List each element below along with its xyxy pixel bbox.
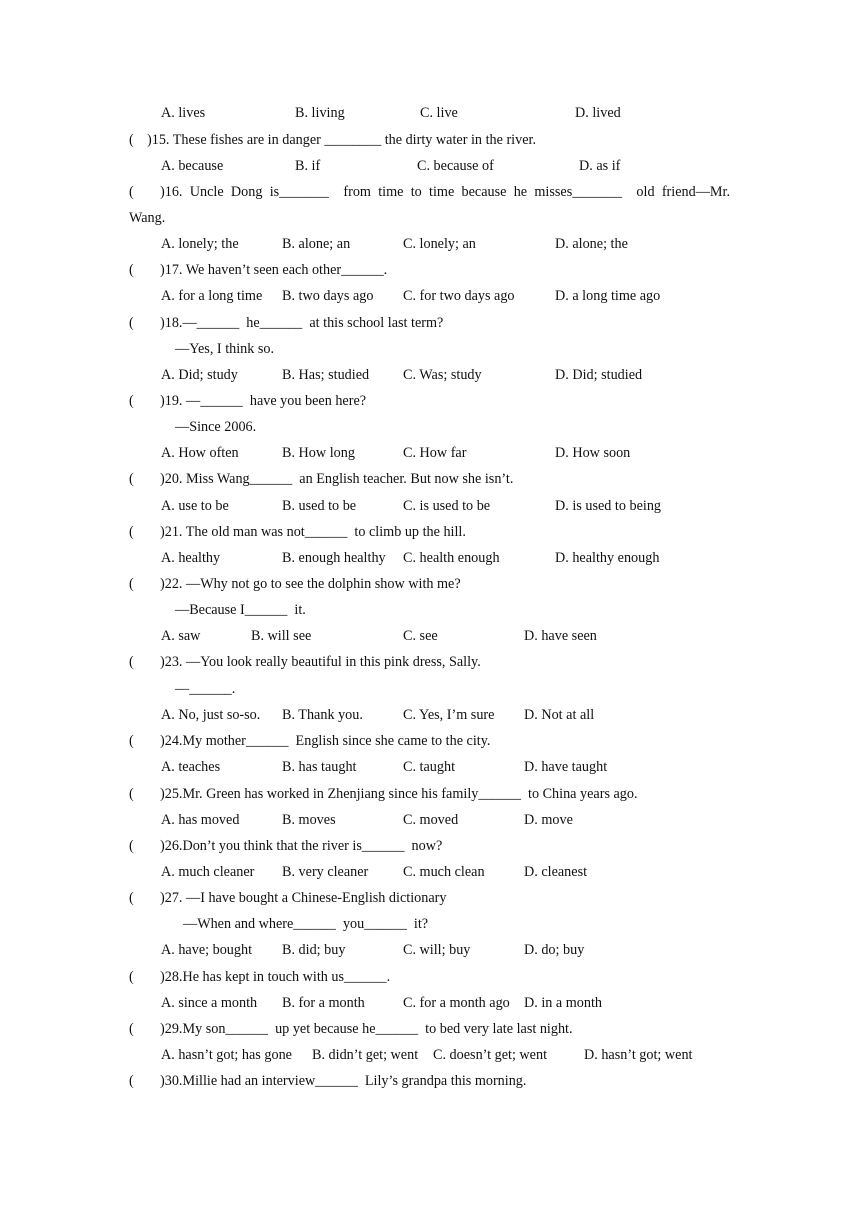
answer-option: D. hasn’t got; went <box>584 1047 693 1063</box>
answer-option: A. use to be <box>161 498 229 514</box>
answer-option: B. moves <box>282 812 336 828</box>
answer-option: D. is used to being <box>555 498 662 514</box>
answer-option: C. health enough <box>403 550 500 566</box>
dialogue-line: Wang. <box>129 210 166 226</box>
answer-option: D. alone; the <box>555 236 628 252</box>
answer-option: C. doesn’t get; went <box>433 1047 548 1063</box>
answer-paren: ( <box>129 1073 134 1089</box>
answer-option: B. if <box>295 158 321 174</box>
answer-option: B. did; buy <box>282 942 346 958</box>
question-text: )27. —I have bought a Chinese-English dictionary <box>160 890 447 906</box>
answer-paren: ( <box>129 786 134 802</box>
answer-option: A. for a long time <box>161 288 263 304</box>
question-text: )26.Don’t you think that the river is______ now? <box>160 838 443 854</box>
answer-option: A. saw <box>161 628 201 644</box>
question-text: )28.He has kept in touch with us______. <box>160 969 391 985</box>
answer-paren: ( <box>129 524 134 540</box>
answer-paren: ( <box>129 969 134 985</box>
answer-option: D. do; buy <box>524 942 585 958</box>
question-text: )29.My son______ up yet because he______ to bed very late last night. <box>160 1021 573 1037</box>
answer-option: A. has moved <box>161 812 240 828</box>
answer-option: C. moved <box>403 812 459 828</box>
answer-option: B. very cleaner <box>282 864 369 880</box>
question-text: )20. Miss Wang______ an English teacher. But now she isn’t. <box>160 471 514 487</box>
answer-option: A. since a month <box>161 995 258 1011</box>
answer-option: A. have; bought <box>161 942 253 958</box>
answer-option: B. living <box>295 105 345 121</box>
answer-option: A. teaches <box>161 759 221 775</box>
dialogue-line: —Because I______ it. <box>175 602 306 618</box>
question-text: )24.My mother______ English since she came to the city. <box>160 733 491 749</box>
answer-option: B. will see <box>251 628 312 644</box>
answer-option: B. How long <box>282 445 355 461</box>
answer-option: D. move <box>524 812 573 828</box>
answer-option: D. healthy enough <box>555 550 660 566</box>
answer-option: D. have seen <box>524 628 597 644</box>
answer-option: A. lonely; the <box>161 236 239 252</box>
answer-option: C. for two days ago <box>403 288 515 304</box>
answer-paren: ( <box>129 654 134 670</box>
answer-option: A. No, just so-so. <box>161 707 261 723</box>
answer-option: A. lives <box>161 105 206 121</box>
question-text: )19. —______ have you been here? <box>160 393 367 409</box>
dialogue-line: —When and where______ you______ it? <box>183 916 429 932</box>
answer-paren: ( <box>129 838 134 854</box>
answer-paren: ( <box>129 733 134 749</box>
answer-option: C. see <box>403 628 438 644</box>
answer-option: C. for a month ago <box>403 995 510 1011</box>
answer-option: C. lonely; an <box>403 236 476 252</box>
answer-option: D. Did; studied <box>555 367 643 383</box>
answer-paren: ( <box>129 262 134 278</box>
dialogue-line: —Since 2006. <box>175 419 257 435</box>
answer-paren: ( <box>129 315 134 331</box>
answer-paren: ( <box>129 890 134 906</box>
answer-option: B. used to be <box>282 498 357 514</box>
answer-option: B. Has; studied <box>282 367 370 383</box>
answer-option: B. two days ago <box>282 288 374 304</box>
answer-option: C. Yes, I’m sure <box>403 707 495 723</box>
answer-paren: ( <box>129 393 134 409</box>
question-text: )16. Uncle Dong is_______ from time to time because he misses_______ old friend—Mr. <box>160 184 730 200</box>
answer-option: B. alone; an <box>282 236 351 252</box>
answer-paren: ( <box>129 184 134 200</box>
answer-option: C. is used to be <box>403 498 491 514</box>
answer-option: C. How far <box>403 445 467 461</box>
answer-option: D. How soon <box>555 445 631 461</box>
question-text: )17. We haven’t seen each other______. <box>160 262 388 278</box>
answer-option: B. didn’t get; went <box>312 1047 419 1063</box>
answer-paren: ( <box>129 576 134 592</box>
answer-option: D. have taught <box>524 759 608 775</box>
answer-option: C. taught <box>403 759 456 775</box>
answer-option: D. in a month <box>524 995 603 1011</box>
answer-option: B. has taught <box>282 759 357 775</box>
answer-option: A. hasn’t got; has gone <box>161 1047 292 1063</box>
answer-option: C. live <box>420 105 458 121</box>
answer-option: D. as if <box>579 158 621 174</box>
answer-paren: ( <box>129 132 134 148</box>
answer-option: D. a long time ago <box>555 288 661 304</box>
answer-option: C. much clean <box>403 864 485 880</box>
dialogue-line: —Yes, I think so. <box>175 341 275 357</box>
answer-option: B. Thank you. <box>282 707 363 723</box>
answer-option: A. healthy <box>161 550 221 566</box>
answer-option: A. much cleaner <box>161 864 255 880</box>
answer-option: C. because of <box>417 158 494 174</box>
question-text: )25.Mr. Green has worked in Zhenjiang since his family______ to China years ago. <box>160 786 638 802</box>
answer-option: D. lived <box>575 105 621 121</box>
dialogue-line: —______. <box>175 681 236 697</box>
answer-option: A. Did; study <box>161 367 238 383</box>
question-text: )18.—______ he______ at this school last term? <box>160 315 444 331</box>
answer-option: B. for a month <box>282 995 365 1011</box>
question-text: )30.Millie had an interview______ Lily’s grandpa this morning. <box>160 1073 527 1089</box>
question-text: )23. —You look really beautiful in this pink dress, Sally. <box>160 654 481 670</box>
question-text: )22. —Why not go to see the dolphin show with me? <box>160 576 461 592</box>
question-text: )21. The old man was not______ to climb up the hill. <box>160 524 466 540</box>
answer-option: C. will; buy <box>403 942 471 958</box>
answer-option: C. Was; study <box>403 367 482 383</box>
answer-paren: ( <box>129 471 134 487</box>
question-text: )15. These fishes are in danger ________ the dirty water in the river. <box>147 132 536 148</box>
answer-option: A. because <box>161 158 224 174</box>
answer-option: B. enough healthy <box>282 550 386 566</box>
answer-option: A. How often <box>161 445 239 461</box>
answer-paren: ( <box>129 1021 134 1037</box>
answer-option: D. cleanest <box>524 864 588 880</box>
answer-option: D. Not at all <box>524 707 595 723</box>
